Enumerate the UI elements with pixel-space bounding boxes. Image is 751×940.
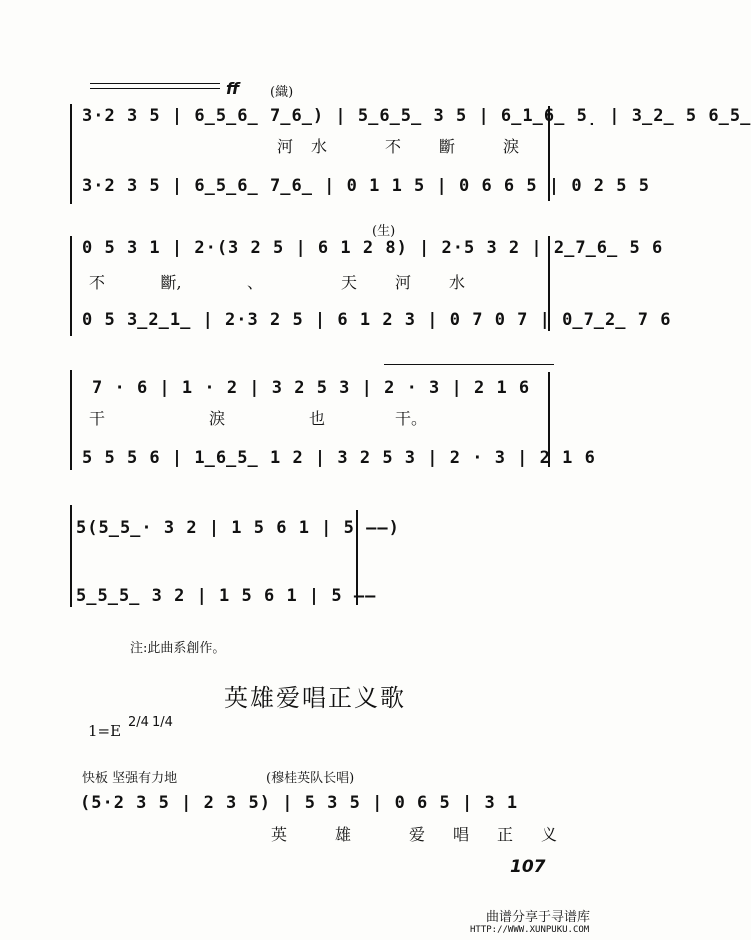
- page-number: 107: [510, 857, 546, 877]
- dynamic-marking: ff: [226, 79, 240, 98]
- system-1-lyrics: 河 水 不 斷 淚: [276, 137, 519, 156]
- system-1-upper-staff: 3·2 3 5 | 6̲5̲6̲ 7̲6̲) | 5̲6̲5̲ 3 5 | 6̲1̲6̲ 5̣ | 3̲2̲ 5 6̲5̲: [82, 106, 751, 126]
- watermark-url: HTTP://WWW.XUNPUKU.COM: [470, 925, 590, 935]
- time-signature-1: 2/4: [128, 715, 149, 730]
- role-marking: (生): [372, 224, 396, 239]
- system-4-upper-staff: 5(5̲5̲· 3 2 | 1 5 6 1 | 5 ——): [76, 518, 400, 538]
- tempo-marking: 快板 坚强有力地: [82, 771, 178, 786]
- system-4-lower-staff: 5̲5̲5̲ 3 2 | 1 5 6 1 | 5 ——: [76, 586, 377, 606]
- system-2-upper-staff: 0 5 3 1 | 2·(3 2 5 | 6 1 2 8) | 2·5 3 2 | 2̲7̲6̲ 5 6: [82, 238, 664, 258]
- system-3-upper-staff: 7 · 6 | 1 · 2 | 3 2 5 3 | 2 · 3 | 2 1 6: [92, 378, 531, 398]
- system-2-lower-staff: 0 5 3̲2̲1̲ | 2·3 2 5 | 6 1 2 3 | 0 7 0 7 | 0̲7̲2̲ 7 6: [82, 310, 672, 330]
- key-signature: 1=E: [88, 722, 122, 740]
- final-lyrics: 英 雄 爱 唱 正 义: [270, 825, 557, 844]
- instrument-marking: (織): [270, 85, 294, 100]
- final-melody-staff: (5·2 3 5 | 2 3 5) | 5 3 5 | 0 6 5 | 3 1: [80, 793, 519, 813]
- song-title: 英雄爱唱正义歌: [224, 684, 406, 712]
- system-3-lyrics: 干 淚 也 干。: [88, 409, 427, 428]
- system-1-lower-staff: 3·2 3 5 | 6̲5̲6̲ 7̲6̲ | 0 1 1 5 | 0 6 6 5 | 0 2 5 5: [82, 176, 650, 196]
- system-2-lyrics: 不 斷, 、 天 河 水: [88, 273, 465, 292]
- system-3-lower-staff: 5 5 5 6 | 1̲6̲5̲ 1 2 | 3 2 5 3 | 2 · 3 | 2 1 6: [82, 448, 596, 468]
- composer-note: 注:此曲系創作。: [130, 641, 226, 656]
- time-signature-2: 1/4: [152, 715, 173, 730]
- performer-marking: (穆桂英队长唱): [266, 771, 355, 786]
- watermark-text: 曲谱分享于寻谱库: [486, 910, 591, 925]
